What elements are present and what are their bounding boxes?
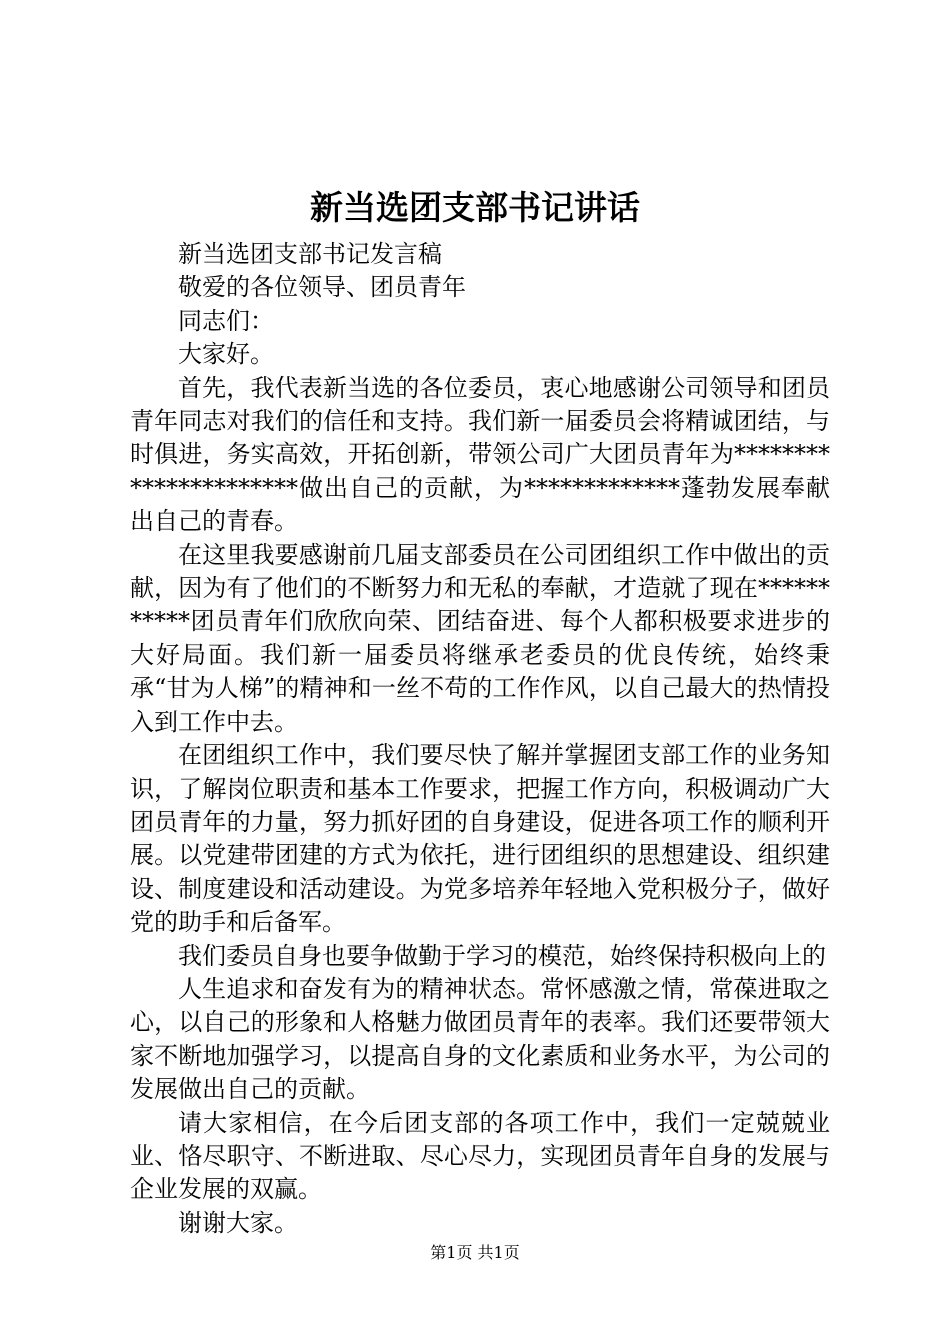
paragraph-6: 请大家相信，在今后团支部的各项工作中，我们一定兢兢业业、恪尽职守、不断进取、尽心尽力，实现团员青年自身的发展与企业发展的双赢。 xyxy=(130,1108,830,1204)
document-body xyxy=(130,238,830,1240)
page-footer: 第1页 共1页 xyxy=(430,1243,520,1262)
paragraph-1: 首先，我代表新当选的各位委员，衷心地感谢公司领导和团员青年同志对我们的信任和支持。我们新一届委员会将精诚团结，与时俱进，务实高效，开拓创新，带领公司广大团员青年为**********************做出自己的贡献，为*************蓬勃发展奉献出自己的青春。 xyxy=(130,373,830,536)
paragraph-salutation: 敬爱的各位领导、团员青年 xyxy=(178,273,466,302)
paragraph-greeting: 大家好。 xyxy=(178,340,274,369)
paragraph-5: 人生追求和奋发有为的精神状态。常怀感激之情，常葆进取之心，以自己的形象和人格魅力做团员青年的表率。我们还要带领大家不断地加强学习，以提高自身的文化素质和业务水平，为公司的发展做出自己的贡献。 xyxy=(130,974,830,1104)
document-title: 新当选团支部书记讲话 xyxy=(310,188,640,227)
paragraph-salutation-cont: 同志们： xyxy=(178,306,274,335)
paragraph-subtitle: 新当选团支部书记发言稿 xyxy=(178,240,442,268)
paragraph-2: 在这里我要感谢前几届支部委员在公司团组织工作中做出的贡献，因为有了他们的不断努力和无私的奉献，才造就了现在***********团员青年们欣欣向荣、团结奋进、每个人都积极要求进步的大好局面。我们新一届委员将继承老委员的优良传统，始终秉承“甘为人梯”的精神和一丝不苟的工作作风，以自己最大的热情投入到工作中去。 xyxy=(130,540,830,736)
paragraph-closing: 谢谢大家。 xyxy=(178,1208,298,1237)
paragraph-4: 我们委员自身也要争做勤于学习的模范，始终保持积极向上的 xyxy=(178,941,826,970)
paragraph-3: 在团组织工作中，我们要尽快了解并掌握团支部工作的业务知识，了解岗位职责和基本工作要求，把握工作方向，积极调动广大团员青年的力量，努力抓好团的自身建设，促进各项工作的顺利开展。以党建带团建的方式为依托，进行团组织的思想建设、组织建设、制度建设和活动建设。为党多培养年轻地入党积极分子，做好党的助手和后备军。 xyxy=(130,741,830,937)
